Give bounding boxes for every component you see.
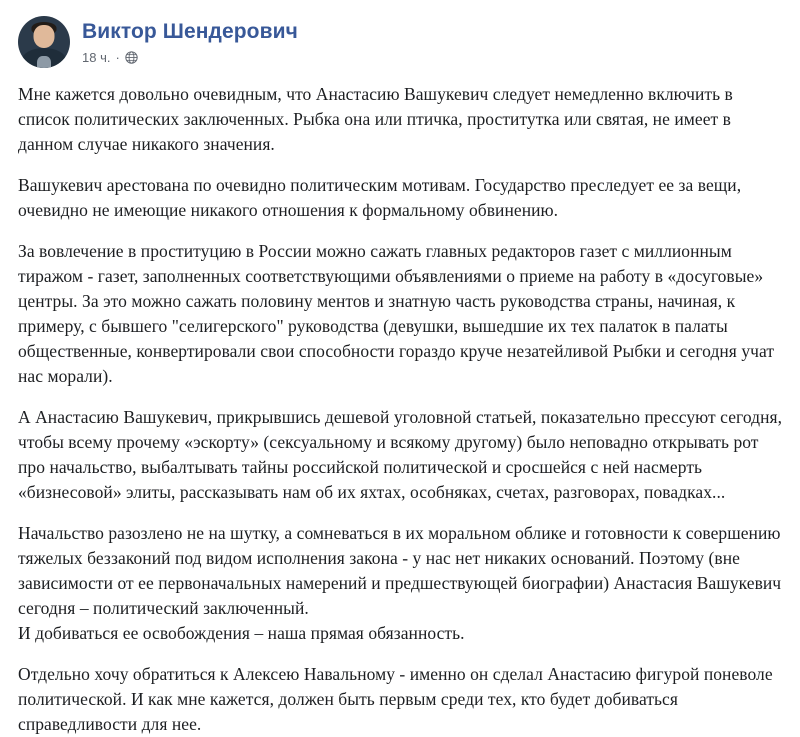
post-header-text xyxy=(82,16,298,65)
avatar[interactable] xyxy=(18,16,70,68)
post-paragraph: Начальство разозлено не на шутку, а сомневаться в их моральном облике и готовности к совершению тяжелых беззаконий под видом исполнения закона - у нас нет никаких оснований. Поэтому (вне зависимости от ее первоначальных намерений и предшествующей биографии) Анастасия Вашукевич сегодня – политический заключенный. И добиваться ее освобождения – наша прямая обязанность. xyxy=(18,523,782,643)
globe-icon[interactable] xyxy=(125,51,138,64)
post-paragraph: Отдельно хочу обратиться к Алексею Навальному - именно он сделал Анастасию фигурой поневоле политической. И как мне кажется, должен быть первым среди тех, кто будет добиваться справедливости для нее. xyxy=(18,664,773,734)
post-header xyxy=(0,0,800,74)
avatar-face xyxy=(34,25,55,48)
post-author-name[interactable]: Виктор Шендерович xyxy=(82,20,298,43)
post-paragraph: Вашукевич арестована по очевидно политическим мотивам. Государство преследует ее за вещи, очевидно не имеющие никакого отношения к формальному обвинению. xyxy=(18,175,742,220)
post-timestamp[interactable]: 18 ч. xyxy=(82,50,111,65)
post-paragraph: А Анастасию Вашукевич, прикрывшись дешевой уголовной статьей, показательно прессуют сегодня, чтобы всему прочему «эскорту» (сексуальному и всякому другому) было неповадно открывать рот про начальство, выбалтывать тайны российской политической и сросшейся с ней насмерть «бизнесовой» элиты, рассказывать нам об их яхтах, особняках, счетах, разговорах, повадках... xyxy=(18,407,783,502)
post-body xyxy=(0,74,800,737)
post-meta xyxy=(82,50,298,65)
post-paragraph: За вовлечение в проституцию в России можно сажать главных редакторов газет с миллионным тиражом - газет, заполненных соответствующими объявлениями о приеме на работу в «досуговые» центры. За это можно сажать половину ментов и знатную часть руководства страны, начиная, к примеру, с бывшего "селигерского" руководства (девушки, вышедшие их тех палаток в палаты общественные, конвертировали свои способности гораздо круче незатейливой Рыбки и сегодня учат нас морали). xyxy=(18,241,775,386)
post-paragraph: Мне кажется довольно очевидным, что Анастасию Вашукевич следует немедленно включить в список политических заключенных. Рыбка она или птичка, проститутка или святая, не имеет в данном случае никакого значения. xyxy=(18,84,733,154)
meta-separator: · xyxy=(115,50,120,65)
avatar-shirt xyxy=(37,56,51,68)
